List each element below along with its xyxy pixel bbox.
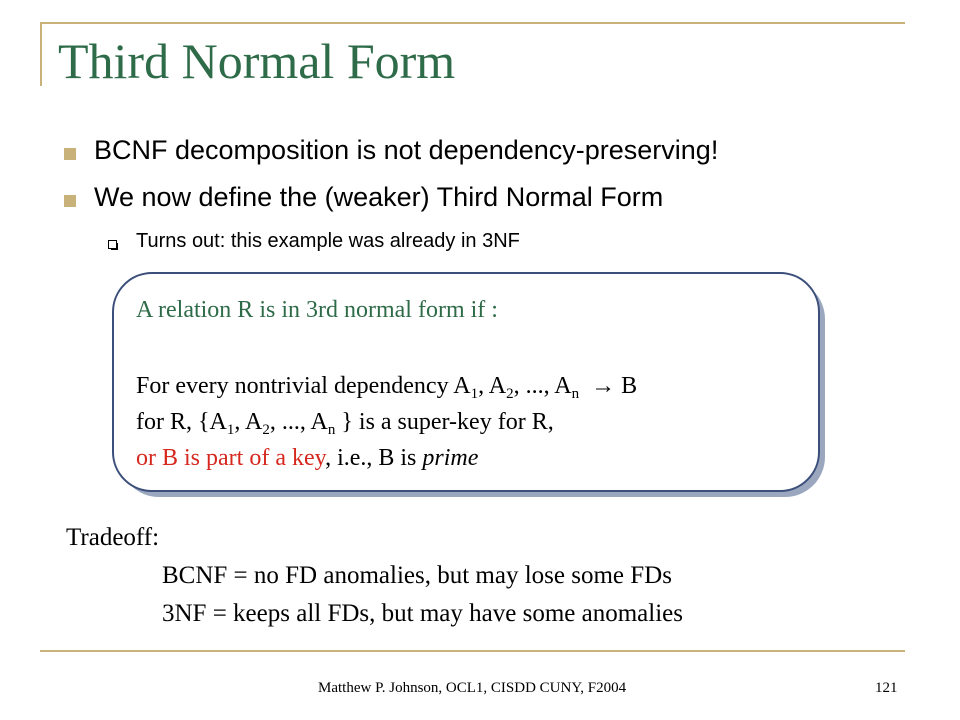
subscript: 2 [506, 386, 514, 402]
definition-line-prime [136, 446, 478, 470]
subscript: n [571, 386, 580, 402]
definition-heading: A relation R is in 3rd normal form if : [136, 297, 498, 323]
text-span: For every nontrivial dependency A [136, 373, 471, 399]
text-span: , A [478, 373, 507, 399]
text-span: , i.e., B is [325, 445, 423, 471]
text-span: } is a super-key for R, [335, 409, 554, 435]
text-span: , ..., A [269, 409, 328, 435]
definition-line-superkey [136, 409, 554, 438]
subscript: 1 [226, 422, 235, 438]
arrow-icon [579, 373, 621, 399]
page-number: 121 [875, 680, 898, 696]
italic-term: prime [422, 445, 479, 471]
text-span: , A [234, 409, 263, 435]
subscript: 1 [470, 386, 479, 402]
bullet-square-icon [64, 195, 76, 207]
tradeoff-label: Tradeoff: [66, 524, 160, 551]
text-span: B [621, 373, 638, 399]
bullet-square-icon [64, 148, 76, 160]
definition-box [112, 272, 820, 492]
tradeoff-line: 3NF = keeps all FDs, but may have some anomalies [162, 600, 683, 627]
bullet-text: BCNF decomposition is not dependency-preserving! [94, 135, 719, 165]
hollow-square-bullet-icon [108, 240, 117, 249]
tradeoff-line: BCNF = no FD anomalies, but may lose some FDs [162, 562, 672, 589]
subscript: 2 [262, 422, 270, 438]
subscript: n [327, 422, 336, 438]
text-span: , ..., A [513, 373, 572, 399]
footer-text: Matthew P. Johnson, OCL1, CISDD CUNY, F2004 [318, 680, 627, 696]
text-span: for R, {A [136, 409, 227, 435]
highlighted-text: or B is part of a key [136, 445, 326, 471]
bottom-rule [40, 650, 905, 652]
bullet-text: We now define the (weaker) Third Normal Form [94, 182, 664, 212]
slide-title: Third Normal Form [58, 33, 456, 89]
left-rule [40, 22, 42, 86]
top-rule [40, 22, 905, 24]
arrow-glyph: → [591, 373, 616, 399]
sub-bullet-text: Turns out: this example was already in 3NF [136, 230, 520, 252]
definition-line-dependency [136, 373, 638, 402]
